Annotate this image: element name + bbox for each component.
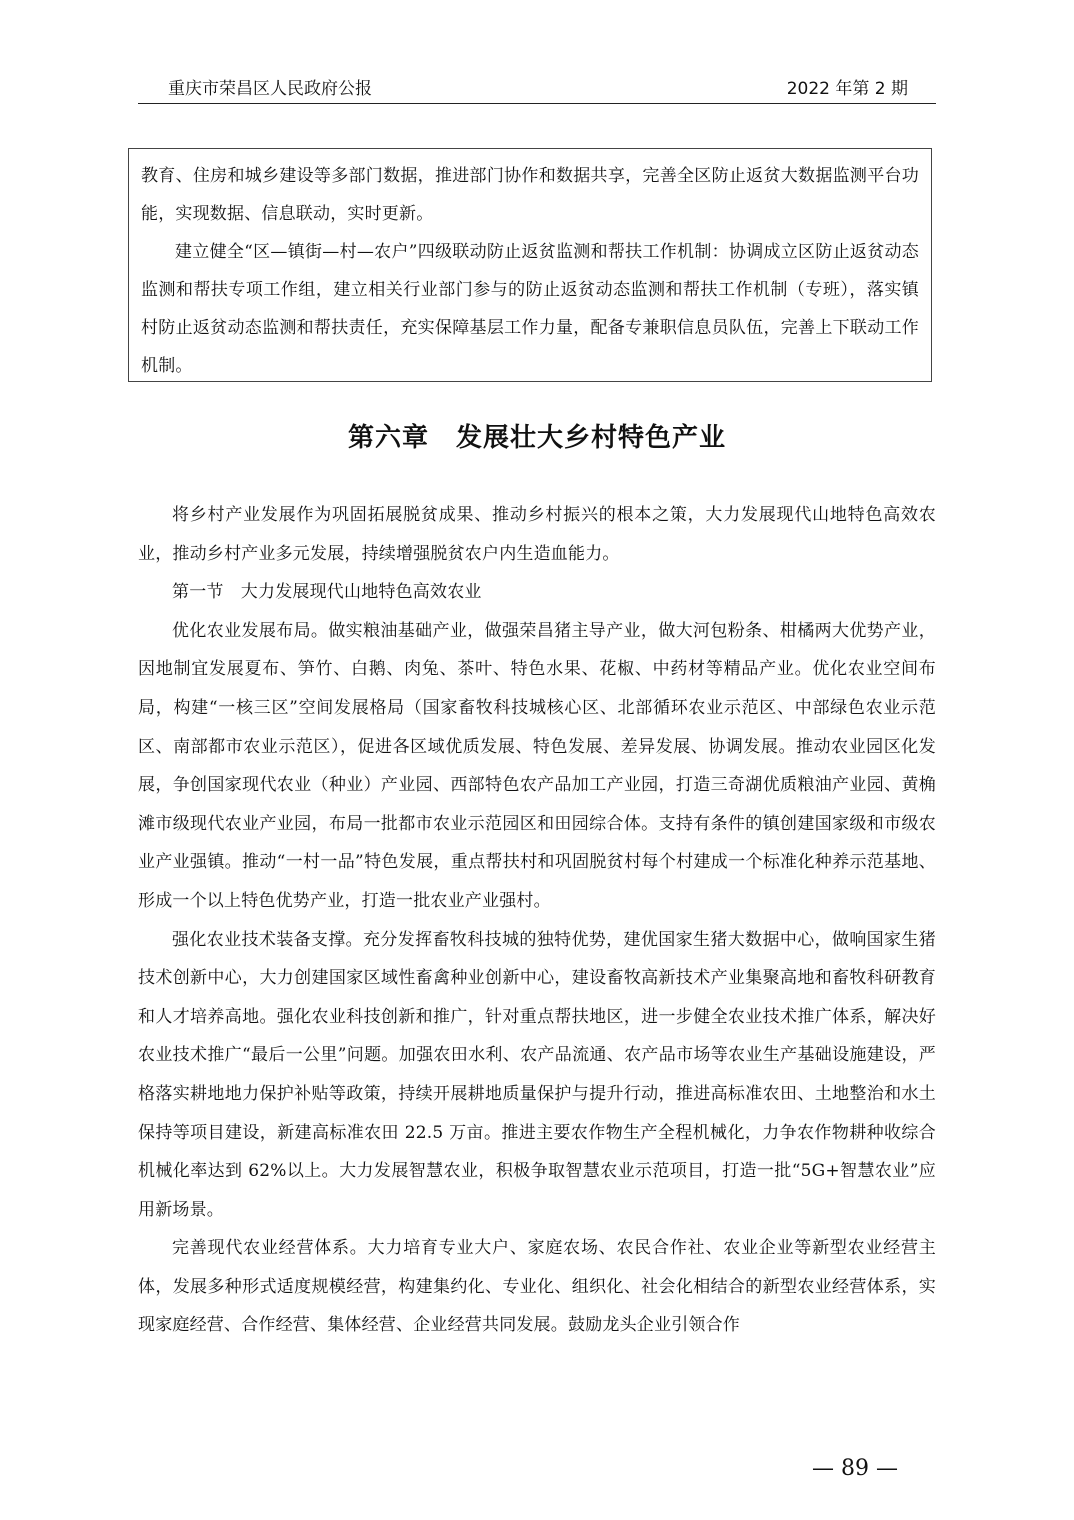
chapter-title: 第六章 发展壮大乡村特色产业 (347, 423, 726, 453)
boxed-text-panel (128, 148, 932, 382)
publication-title: 重庆市荣昌区人民政府公报 (168, 79, 372, 99)
section-heading: 第一节 大力发展现代山地特色高效农业 (172, 582, 482, 603)
boxed-paragraph-2: 建立健全“区—镇街—村—农户”四级联动防止返贫监测和帮扶工作机制：协调成立区防止返贫动态监测和帮扶专项工作组，建立相关行业部门参与的防止返贫动态监测和帮扶工作机制（专班），落实镇村防止返贫动态监测和帮扶责任，充实保障基层工作力量，配备专兼职信息员队伍，完善上下联动工作机制。 (141, 242, 919, 376)
body-text (138, 496, 936, 1345)
body-paragraph-layout: 优化农业发展布局。做实粮油基础产业，做强荣昌猪主导产业，做大河包粉条、柑橘两大优势产业，因地制宜发展夏布、笋竹、白鹅、肉兔、茶叶、特色水果、花椒、中药材等精品产业。优化农业空间布局，构建“一核三区”空间发展格局（国家畜牧科技城核心区、北部循环农业示范区、中部绿色农业示范区、南部都市农业示范区），促进各区域优质发展、特色发展、差异发展、协调发展。推动农业园区化发展，争创国家现代农业（种业）产业园、西部特色农产品加工产业园，打造三奇湖优质粮油产业园、黄桷滩市级现代农业产业园，布局一批都市农业示范园区和田园综合体。支持有条件的镇创建国家级和市级农业产业强镇。推动“一村一品”特色发展，重点帮扶村和巩固脱贫村每个村建成一个标准化种养示范基地、形成一个以上特色优势产业，打造一批农业产业强村。 (138, 620, 936, 911)
intro-paragraph: 将乡村产业发展作为巩固拓展脱贫成果、推动乡村振兴的根本之策，大力发展现代山地特色高效农业，推动乡村产业多元发展，持续增强脱贫农户内生造血能力。 (138, 505, 936, 564)
header-divider (138, 103, 936, 104)
page-number: — 89 — (812, 1456, 898, 1481)
issue-number: 2022 年第 2 期 (786, 79, 908, 99)
body-paragraph-management: 完善现代农业经营体系。大力培育专业大户、家庭农场、农民合作社、农业企业等新型农业经营主体，发展多种形式适度规模经营，构建集约化、专业化、组织化、社会化相结合的新型农业经营体系，实现家庭经营、合作经营、集体经营、企业经营共同发展。鼓励龙头企业引领合作 (138, 1238, 936, 1336)
boxed-paragraph-1: 教育、住房和城乡建设等多部门数据，推进部门协作和数据共享，完善全区防止返贫大数据监测平台功能，实现数据、信息联动，实时更新。 (141, 166, 919, 224)
page-header (138, 76, 936, 102)
body-paragraph-technology: 强化农业技术装备支撑。充分发挥畜牧科技城的独特优势，建优国家生猪大数据中心，做响国家生猪技术创新中心，大力创建国家区域性畜禽种业创新中心，建设畜牧高新技术产业集聚高地和畜牧科研教育和人才培养高地。强化农业科技创新和推广，针对重点帮扶地区，进一步健全农业技术推广体系，解决好农业技术推广“最后一公里”问题。加强农田水利、农产品流通、农产品市场等农业生产基础设施建设，严格落实耕地地力保护补贴等政策，持续开展耕地质量保护与提升行动，推进高标准农田、土地整治和水土保持等项目建设，新建高标准农田 22.5 万亩。推进主要农作物生产全程机械化，力争农作物耕种收综合机械化率达到 62%以上。大力发展智慧农业，积极争取智慧农业示范项目，打造一批“5G+智慧农业”应用新场景。 (138, 929, 936, 1220)
